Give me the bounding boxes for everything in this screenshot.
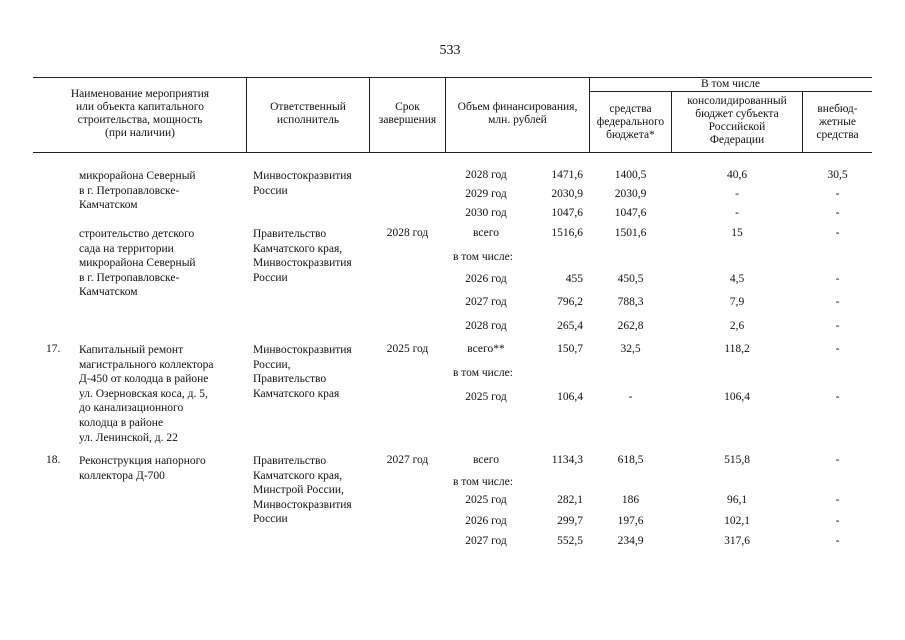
row-label: 2029 год (465, 188, 507, 200)
row-label: 2030 год (465, 207, 507, 219)
offbudget-value: - (835, 454, 840, 466)
federal-value: 1400,5 (614, 169, 647, 181)
federal-value: 788,3 (617, 296, 644, 308)
executor-line: Правительство (253, 228, 327, 240)
object-name-line: сада на территории (79, 242, 174, 255)
object-name (79, 169, 196, 213)
object-name-line: Реконструкция напорного (79, 455, 206, 467)
federal-value: 2030,9 (614, 188, 647, 200)
object-name-line: ул. Озерновская коса, д. 5, (79, 387, 208, 400)
executor-line: Минвостокразвития (253, 257, 352, 270)
executor-line: России, (253, 358, 291, 371)
executor-line: Камчатского края (253, 387, 340, 400)
regional-value: - (735, 207, 739, 219)
object-name-line: до канализационного (79, 402, 184, 415)
object-name-line: в г. Петропавловске- (79, 184, 180, 197)
object-name-line: Камчатском (79, 286, 138, 299)
federal-value: 186 (621, 494, 640, 506)
col-divider (246, 77, 247, 152)
offbudget-value: - (835, 296, 840, 308)
row-label: всего (473, 454, 499, 466)
regional-value: 7,9 (729, 296, 745, 308)
regional-value: 317,6 (724, 535, 750, 547)
object-name-line: Капитальный ремонт (79, 344, 184, 356)
executor-line: Минвостокразвития (253, 344, 352, 356)
total-value: 552,5 (557, 535, 583, 547)
federal-value: 618,5 (617, 454, 644, 466)
object-name-line: ул. Ленинской, д. 22 (79, 431, 178, 444)
row-label: 2025 год (465, 494, 507, 506)
regional-value: 118,2 (724, 343, 750, 355)
executor-line: Камчатского края, (253, 469, 343, 482)
object-name-line: Д-450 от колодца в районе (79, 373, 209, 386)
offbudget-value: - (835, 515, 840, 527)
executor-line: Минстрой России, (253, 484, 344, 497)
total-value: 1471,6 (551, 169, 583, 181)
total-value: 106,4 (557, 391, 583, 403)
row-label: 2028 год (465, 320, 507, 332)
offbudget-value: 30,5 (827, 169, 848, 181)
total-value: 150,7 (557, 343, 583, 355)
object-name (79, 227, 196, 300)
executor (253, 454, 352, 527)
header-bottom-rule (33, 152, 872, 153)
offbudget-value: - (835, 227, 840, 239)
header-deadline-col: Срок завершения (378, 101, 437, 126)
total-value: 265,4 (557, 320, 583, 332)
object-name-line: в г. Петропавловске- (79, 271, 180, 284)
object-name-line: микрорайона Северный (79, 170, 196, 182)
regional-value: 515,8 (724, 454, 750, 466)
object-name-line: строительство детского (79, 228, 195, 240)
page-number: 533 (439, 43, 461, 58)
regional-value: 106,4 (724, 391, 750, 403)
executor-line: Минвостокразвития (253, 170, 352, 182)
total-value: 796,2 (557, 296, 583, 308)
executor-line: России (253, 513, 288, 526)
header-regional-col: консолидированный бюджет субъекта Российской Федерации (687, 95, 787, 146)
row-number: 18. (46, 454, 61, 466)
executor (253, 227, 352, 285)
header-sub-rule (589, 91, 872, 92)
federal-value: 262,8 (617, 320, 644, 332)
regional-value: 40,6 (726, 169, 748, 181)
regional-value: 102,1 (724, 515, 750, 527)
object-name (79, 343, 213, 445)
row-number: 17. (46, 343, 61, 355)
offbudget-value: - (835, 343, 840, 355)
regional-value: 15 (731, 227, 743, 239)
header-name-col: Наименование мероприятия или объекта капитального строительства, мощность (при наличии) (70, 88, 210, 139)
row-label: 2025 год (465, 391, 507, 403)
row-label: 2027 год (465, 296, 507, 308)
deadline: 2028 год (386, 227, 429, 239)
executor-line: Правительство (253, 455, 327, 467)
federal-value: 1047,6 (614, 207, 647, 219)
offbudget-value: - (835, 320, 840, 332)
total-value: 2030,9 (551, 188, 583, 200)
object-name-line: магистрального коллектора (79, 358, 214, 371)
federal-value: 197,6 (617, 515, 644, 527)
offbudget-value: - (835, 494, 840, 506)
row-label: 2026 год (465, 273, 507, 285)
header-in-total: В том числе (701, 78, 760, 90)
executor-line: Минвостокразвития (253, 498, 352, 511)
row-label: в том числе: (453, 251, 513, 263)
federal-value: 32,5 (620, 343, 641, 355)
row-label: всего (473, 227, 499, 239)
total-value: 1047,6 (551, 207, 583, 219)
executor-line: России (253, 271, 288, 284)
deadline: 2025 год (386, 343, 429, 355)
offbudget-value: - (835, 273, 840, 285)
federal-value: 450,5 (617, 273, 644, 285)
object-name (79, 454, 206, 483)
object-name-line: коллектора Д-700 (79, 469, 165, 482)
row-label: 2027 год (465, 535, 507, 547)
row-label: всего** (467, 343, 505, 355)
executor (253, 343, 352, 401)
header-offbudget-col: внебюд- жетные средства (816, 103, 859, 141)
executor-line: Правительство (253, 373, 327, 386)
offbudget-value: - (835, 188, 840, 200)
offbudget-value: - (835, 535, 840, 547)
federal-value: 234,9 (617, 535, 644, 547)
object-name-line: Камчатском (79, 199, 138, 212)
executor-line: России (253, 184, 288, 197)
header-volume-col: Объем финансирования, млн. рублей (457, 101, 578, 126)
object-name-line: колодца в районе (79, 416, 164, 429)
total-value: 282,1 (557, 494, 583, 506)
total-value: 1134,3 (551, 454, 583, 466)
regional-value: 96,1 (726, 494, 748, 506)
deadline: 2027 год (386, 454, 429, 466)
federal-value: 1501,6 (614, 227, 647, 239)
object-name-line: микрорайона Северный (79, 257, 196, 270)
executor-line: Камчатского края, (253, 242, 343, 255)
header-federal-col: средства федерального бюджета* (596, 103, 665, 141)
executor (253, 169, 352, 198)
regional-value: 2,6 (729, 320, 745, 332)
header-executor-col: Ответственный исполнитель (270, 101, 346, 126)
row-label: 2028 год (465, 169, 507, 181)
total-value: 299,7 (557, 515, 583, 527)
row-label: в том числе: (453, 476, 513, 488)
federal-value: - (628, 391, 633, 403)
row-label: 2026 год (465, 515, 507, 527)
regional-value: - (735, 188, 739, 200)
total-value: 455 (565, 273, 583, 285)
offbudget-value: - (835, 391, 840, 403)
regional-value: 4,5 (729, 273, 745, 285)
offbudget-value: - (835, 207, 840, 219)
row-label: в том числе: (453, 367, 513, 379)
total-value: 1516,6 (551, 227, 583, 239)
